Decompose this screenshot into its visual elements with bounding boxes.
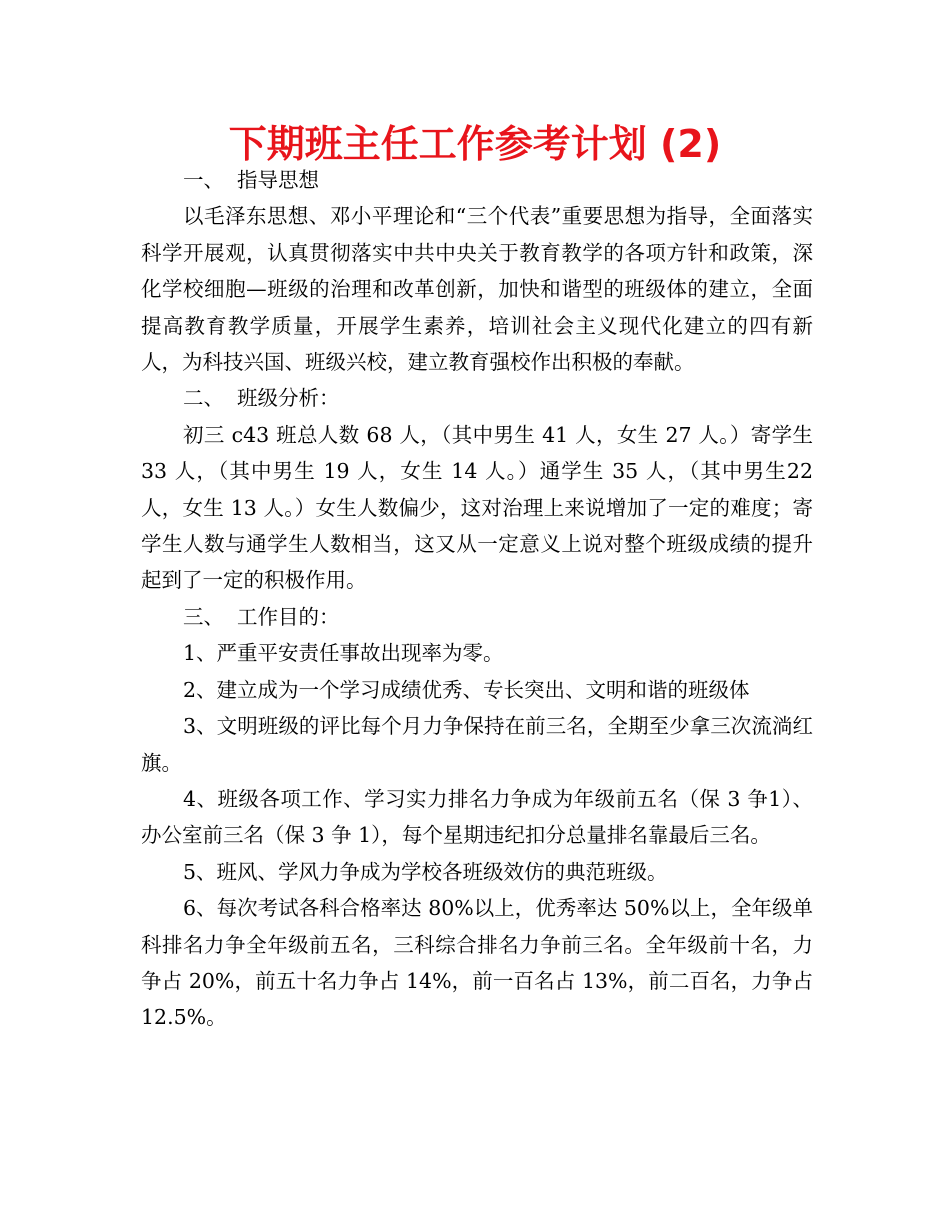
- paragraph-guiding-thought: 以毛泽东思想、邓小平理论和“三个代表”重要思想为指导，全面落实科学开展观，认真贯彻落实中共中央关于教育教学的各项方针和政策，深化学校细胞—班级的治理和改革创新，加快和谐型的班级体的建立，全面提高教育教学质量，开展学生素养，培训社会主义现代化建立的四有新人，为科技兴国、班级兴校，建立教育强校作出积极的奉献。: [141, 204, 813, 375]
- section-heading-work-goals: 三、 工作目的：: [183, 604, 340, 629]
- goal-item-4: 4、班级各项工作、学习实力排名力争成为年级前五名（保 3 争1）、办公室前三名（保 3 争 1），每个星期违纪扣分总量排名靠最后三名。: [141, 786, 813, 848]
- goal-item-5: 5、班风、学风力争成为学校各班级效仿的典范班级。: [183, 859, 668, 884]
- goal-item-1: 1、严重平安责任事故出现率为零。: [183, 641, 504, 666]
- section-heading-class-analysis: 二、 班级分析：: [183, 386, 340, 411]
- goal-item-2: 2、建立成为一个学习成绩优秀、专长突出、文明和谐的班级体: [183, 677, 750, 702]
- paragraph-class-analysis: 初三 c43 班总人数 68 人，（其中男生 41 人，女生 27 人。）寄学生 33 人，（其中男生 19 人，女生 14 人。）通学生 35 人，（其中男生22 人，女生 13 人。）女生人数偏少，这对治理上来说增加了一定的难度；寄学生人数与通学生人数相当，这又从一定意义上说对整个班级成绩的提升起到了一定的积极作用。: [141, 422, 813, 593]
- document-body: [141, 162, 813, 1036]
- document-title: 下期班主任工作参考计划 (2): [228, 122, 722, 166]
- goal-item-3: 3、文明班级的评比每个月力争保持在前三名，全期至少拿三次流淌红旗。: [141, 714, 813, 775]
- section-heading-guiding-thought: 一、 指导思想: [183, 168, 320, 192]
- goal-item-6: 6、每次考试各科合格率达 80%以上，优秀率达 50%以上，全年级单科排名力争全年级前五名，三科综合排名力争前三名。全年级前十名，力争占 20%，前五十名力争占 14%，前一百名占 13%，前二百名，力争占 12.5%。: [141, 896, 813, 1030]
